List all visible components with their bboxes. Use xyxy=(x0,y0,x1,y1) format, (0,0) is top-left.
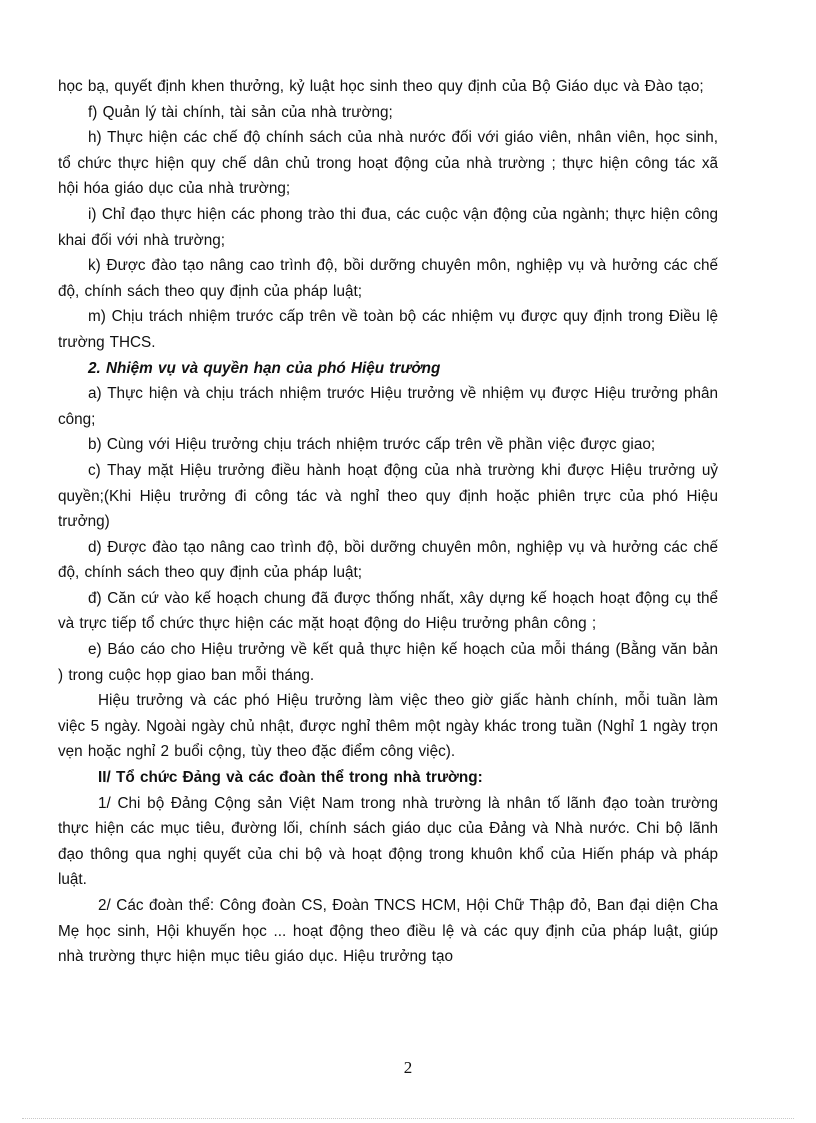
party-item-2: 2/ Các đoàn thể: Công đoàn CS, Đoàn TNCS HCM, Hội Chữ Thập đỏ, Ban đại diện Cha Mẹ học sinh, Hội khuyến học ... hoạt động theo điều lệ và các quy định của pháp luật, giúp nhà trường thực hiện mục tiêu giáo dục. Hiệu trưởng tạo xyxy=(58,897,718,966)
paragraph-continuation: học bạ, quyết định khen thưởng, kỷ luật học sinh theo quy định của Bộ Giáo dục và Đào tạo; xyxy=(58,78,704,95)
deputy-item-dd: đ) Căn cứ vào kế hoạch chung đã được thống nhất, xây dựng kế hoạch hoạt động cụ thể và trực tiếp tổ chức thực hiện các mặt hoạt động do Hiệu trưởng phân công ; xyxy=(58,589,718,633)
page-bottom-rule xyxy=(22,1118,794,1119)
section-heading-deputy: 2. Nhiệm vụ và quyền hạn của phó Hiệu trưởng xyxy=(88,359,441,377)
working-hours-paragraph: Hiệu trưởng và các phó Hiệu trưởng làm việc theo giờ giấc hành chính, mỗi tuần làm việc 5 ngày. Ngoài ngày chủ nhật, được nghỉ thêm một ngày khác trong tuần (Nghỉ 1 ngày trọn vẹn hoặc nghỉ 2 buổi cộng, tùy theo đặc điểm công việc). xyxy=(58,692,718,761)
section-heading-party: II/ Tổ chức Đảng và các đoàn thể trong nhà trường: xyxy=(98,769,483,787)
document-body xyxy=(58,74,718,970)
paragraph-f: f) Quản lý tài chính, tài sản của nhà trường; xyxy=(88,103,393,121)
party-item-1: 1/ Chi bộ Đảng Cộng sản Việt Nam trong nhà trường là nhân tố lãnh đạo toàn trường thực hiện các mục tiêu, đường lối, chính sách giáo dục của Đảng và Nhà nước. Chi bộ lãnh đạo thông qua nghị quyết của chi bộ và hoạt động trong khuôn khổ của Hiến pháp và pháp luật. xyxy=(58,794,718,889)
deputy-item-c: c) Thay mặt Hiệu trưởng điều hành hoạt động của nhà trường khi được Hiệu trưởng uỷ quyền;(Khi Hiệu trưởng đi công tác và nghỉ theo quy định hoặc phiên trực của phó Hiệu trưởng) xyxy=(58,461,718,531)
paragraph-i: i) Chỉ đạo thực hiện các phong trào thi đua, các cuộc vận động của ngành; thực hiện công khai đối với nhà trường; xyxy=(58,205,718,249)
deputy-item-b: b) Cùng với Hiệu trưởng chịu trách nhiệm trước cấp trên về phần việc được giao; xyxy=(88,436,656,454)
page-number: 2 xyxy=(403,1058,413,1077)
paragraph-k: k) Được đào tạo nâng cao trình độ, bồi dưỡng chuyên môn, nghiệp vụ và hưởng các chế độ, chính sách theo quy định của pháp luật; xyxy=(58,257,718,300)
deputy-item-a: a) Thực hiện và chịu trách nhiệm trước Hiệu trưởng về nhiệm vụ được Hiệu trưởng phân công; xyxy=(58,385,718,428)
deputy-item-d: d) Được đào tạo nâng cao trình độ, bồi dưỡng chuyên môn, nghiệp vụ và hưởng các chế độ, chính sách theo quy định của pháp luật; xyxy=(58,538,718,582)
paragraph-m: m) Chịu trách nhiệm trước cấp trên về toàn bộ các nhiệm vụ được quy định trong Điều lệ trường THCS. xyxy=(58,308,718,351)
paragraph-h: h) Thực hiện các chế độ chính sách của nhà nước đối với giáo viên, nhân viên, học sinh, tổ chức thực hiện quy chế dân chủ trong hoạt động của nhà trường ; thực hiện công tác xã hội hóa giáo dục của nhà trường; xyxy=(58,129,718,198)
deputy-item-e: e) Báo cáo cho Hiệu trưởng về kết quả thực hiện kế hoạch của mỗi tháng (Bằng văn bản ) trong cuộc họp giao ban mỗi tháng. xyxy=(58,641,718,684)
